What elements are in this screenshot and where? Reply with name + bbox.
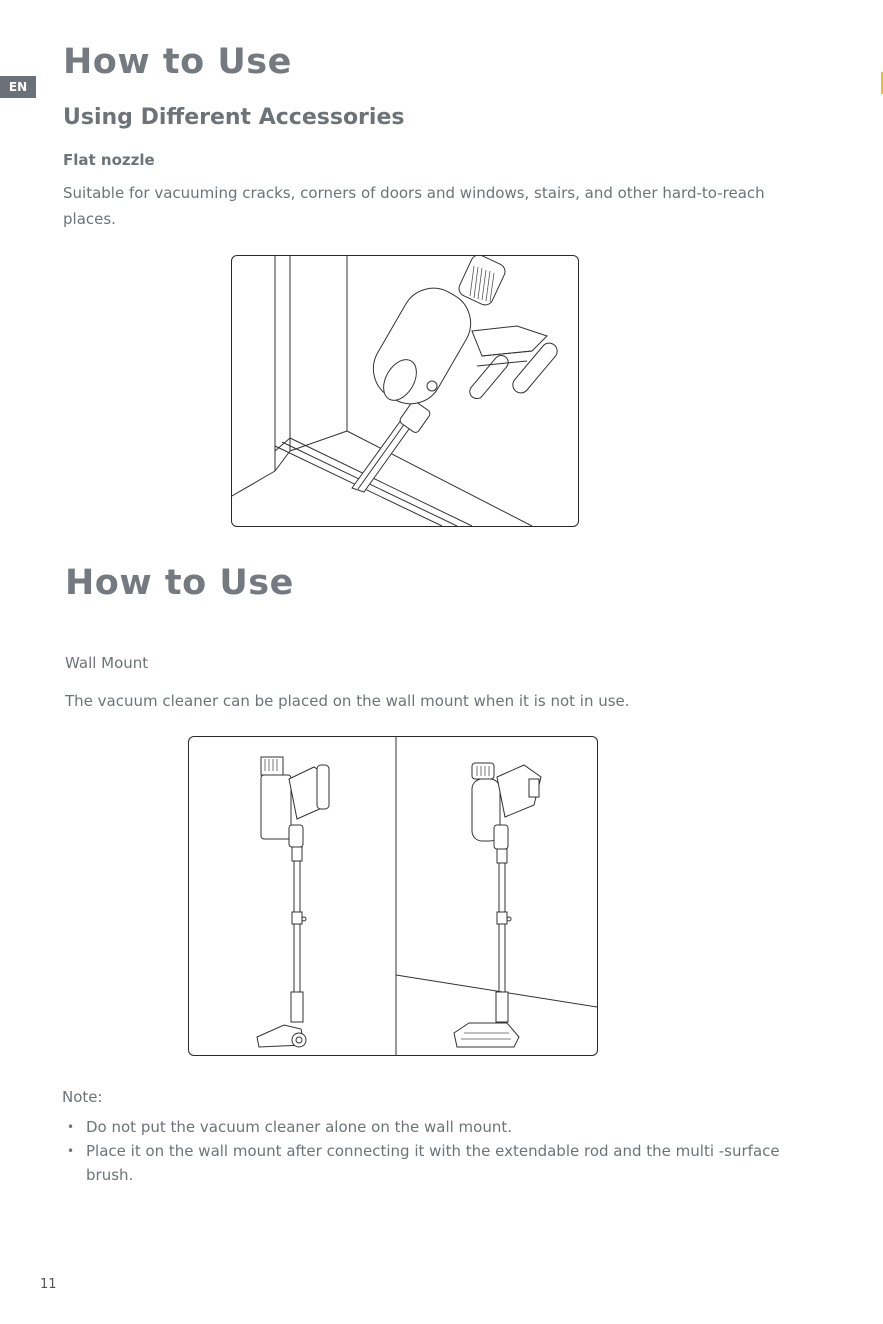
note-item: • Place it on the wall mount after connecting it with the extendable rod and the multi -surface brush.: [62, 1139, 782, 1187]
wall-mount-illustration: [188, 736, 598, 1056]
flat-nozzle-heading: Flat nozzle: [63, 151, 155, 169]
note-item: • Do not put the vacuum cleaner alone on the wall mount.: [62, 1115, 782, 1139]
wall-mount-heading: Wall Mount: [65, 654, 149, 672]
page-number: 11: [40, 1277, 57, 1292]
page-title: How to Use: [63, 42, 292, 82]
language-tab: EN: [0, 76, 36, 98]
note-heading: Note:: [62, 1088, 103, 1106]
wall-mount-description: The vacuum cleaner can be placed on the wall mount when it is not in use.: [65, 692, 630, 710]
notes-list: [62, 1115, 782, 1187]
flat-nozzle-description: Suitable for vacuuming cracks, corners of doors and windows, stairs, and other hard-to-reach places.: [63, 184, 765, 228]
section-subtitle: Using Different Accessories: [63, 105, 405, 130]
flat-nozzle-illustration: [231, 255, 579, 527]
section2-title: How to Use: [65, 563, 294, 603]
vacuum-on-mount-left: [257, 757, 329, 1047]
vacuum-on-mount-right: [396, 763, 597, 1047]
